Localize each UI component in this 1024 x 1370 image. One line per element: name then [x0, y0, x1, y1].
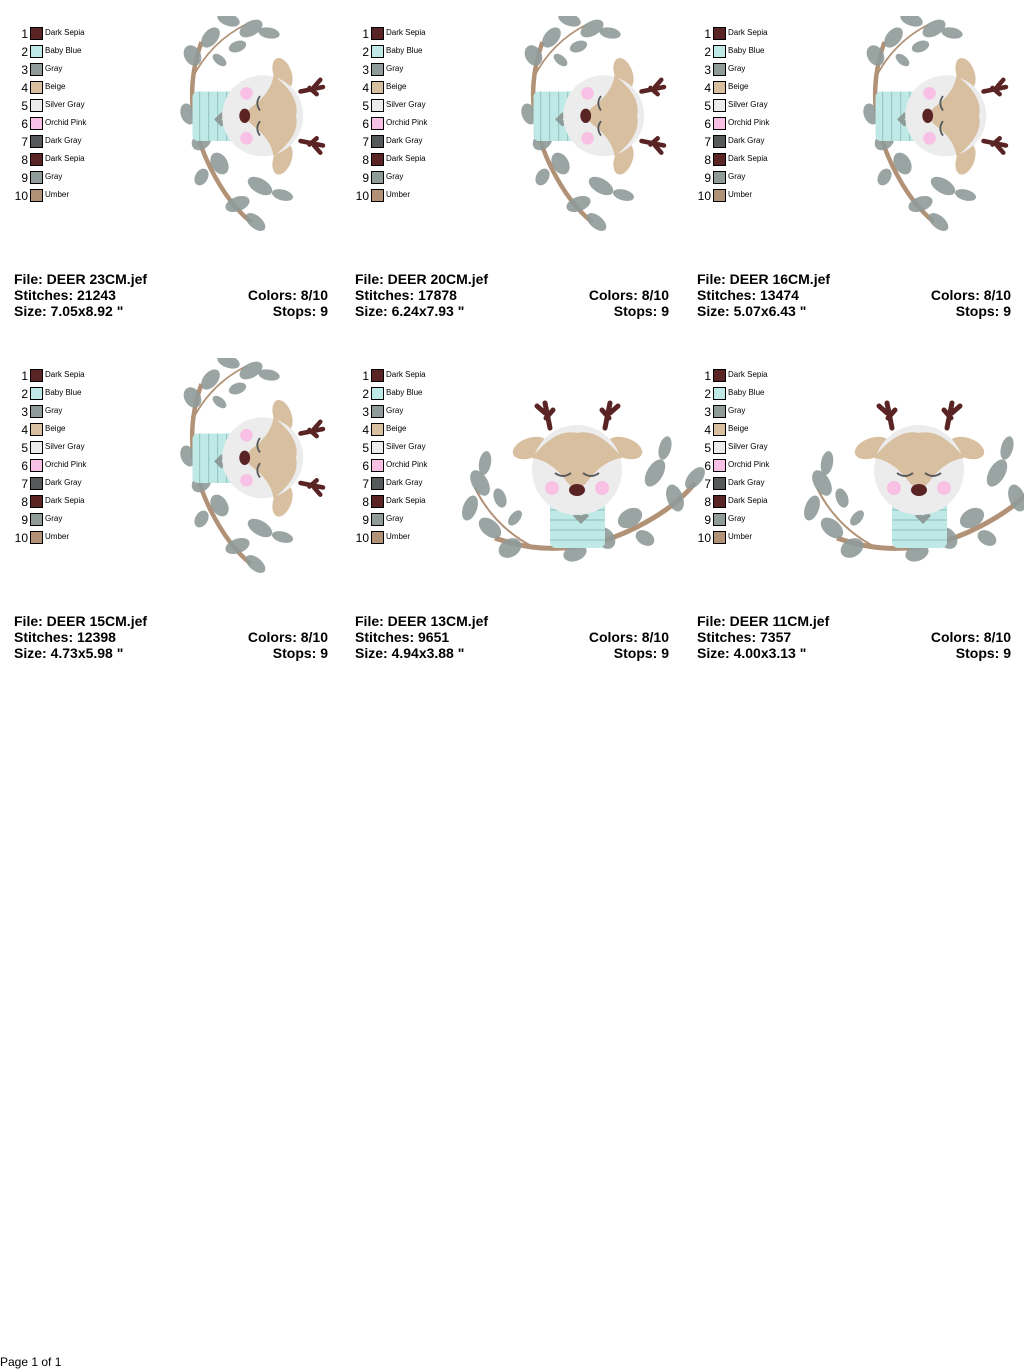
color-number: 1 [704, 27, 711, 41]
leaf [271, 529, 295, 545]
antler [944, 403, 960, 428]
nose [569, 484, 585, 496]
embroidery-preview [114, 358, 364, 583]
leaf [556, 16, 582, 29]
color-number: 8 [362, 495, 369, 509]
color-name: Baby Blue [386, 46, 423, 55]
color-number: 6 [362, 117, 369, 131]
color-number: 8 [362, 153, 369, 167]
color-number: 3 [704, 405, 711, 419]
color-number: 5 [704, 99, 711, 113]
color-name: Beige [728, 82, 749, 91]
color-number: 2 [362, 45, 369, 59]
color-number: 3 [362, 63, 369, 77]
color-number: 6 [704, 117, 711, 131]
color-swatch [371, 189, 384, 202]
color-name: Silver Gray [386, 442, 426, 451]
leaf [656, 435, 674, 461]
leaf [227, 38, 248, 54]
color-swatch [371, 45, 384, 58]
color-number: 2 [704, 45, 711, 59]
leaf [215, 16, 241, 29]
color-number: 10 [355, 531, 369, 545]
leaf [242, 210, 268, 235]
antler [984, 80, 1007, 94]
color-swatch [371, 27, 384, 40]
color-name: Dark Gray [386, 136, 423, 145]
leaf [245, 515, 276, 541]
color-name: Dark Sepia [386, 28, 426, 37]
stitch-count: Stitches: 12398 [14, 629, 116, 645]
cheek [937, 481, 951, 495]
color-number: 5 [21, 441, 28, 455]
color-name: Silver Gray [728, 442, 768, 451]
leaf [533, 166, 553, 188]
color-name: Gray [386, 406, 404, 415]
color-name: Dark Sepia [45, 28, 85, 37]
color-name: Dark Sepia [45, 496, 85, 505]
design-card [14, 368, 334, 668]
leaf [227, 380, 248, 396]
color-name: Umber [728, 532, 753, 541]
leaf [210, 393, 228, 410]
color-swatch [30, 135, 43, 148]
deer-illustration [178, 16, 323, 234]
color-swatch [371, 531, 384, 544]
color-number: 3 [362, 405, 369, 419]
color-name: Gray [45, 406, 63, 415]
embroidery-preview [455, 358, 705, 583]
design-size: Size: 7.05x8.92 " [14, 303, 124, 319]
color-swatch [713, 99, 726, 112]
antler [602, 403, 618, 428]
color-name: Dark Sepia [386, 370, 426, 379]
color-swatch [30, 495, 43, 508]
stop-count: Stops: 9 [613, 303, 669, 319]
color-number: 7 [21, 477, 28, 491]
color-swatch [713, 171, 726, 184]
leaf [551, 51, 569, 68]
color-name: Umber [386, 190, 411, 199]
file-name: File: DEER 15CM.jef [14, 613, 148, 629]
color-name: Gray [728, 406, 746, 415]
leaf [505, 508, 524, 528]
color-swatch [30, 99, 43, 112]
leaf [641, 456, 670, 490]
color-number: 1 [21, 369, 28, 383]
stitch-count: Stitches: 13474 [697, 287, 799, 303]
antler [301, 80, 324, 94]
deer-illustration [861, 16, 1006, 234]
color-swatch [713, 369, 726, 382]
color-number: 6 [704, 459, 711, 473]
color-number: 1 [362, 369, 369, 383]
color-name: Umber [386, 532, 411, 541]
leaf [954, 187, 978, 203]
color-swatch [30, 369, 43, 382]
deer-illustration [459, 403, 705, 565]
color-swatch [713, 459, 726, 472]
color-number: 10 [697, 531, 711, 545]
color-swatch [371, 459, 384, 472]
color-number: 10 [355, 189, 369, 203]
color-name: Dark Sepia [386, 154, 426, 163]
color-number: 2 [21, 45, 28, 59]
color-number: 8 [21, 495, 28, 509]
color-name: Silver Gray [45, 442, 85, 451]
color-count: Colors: 8/10 [588, 287, 669, 303]
color-number: 9 [704, 513, 711, 527]
color-swatch [371, 171, 384, 184]
cheek [545, 481, 559, 495]
color-name: Dark Gray [386, 478, 423, 487]
color-swatch [371, 387, 384, 400]
color-name: Baby Blue [386, 388, 423, 397]
color-number: 7 [21, 135, 28, 149]
color-number: 4 [362, 81, 369, 95]
color-number: 10 [14, 189, 28, 203]
leaf [271, 187, 295, 203]
leaf [928, 173, 959, 199]
color-number: 6 [21, 117, 28, 131]
cheek [240, 87, 253, 100]
antler [984, 138, 1007, 152]
leaf [568, 38, 589, 54]
leaf [801, 493, 823, 522]
color-number: 8 [704, 495, 711, 509]
color-number: 9 [704, 171, 711, 185]
color-swatch [30, 441, 43, 454]
color-swatch [371, 153, 384, 166]
stop-count: Stops: 9 [272, 303, 328, 319]
color-number: 9 [21, 171, 28, 185]
design-size: Size: 4.73x5.98 " [14, 645, 124, 661]
design-size: Size: 4.00x3.13 " [697, 645, 807, 661]
leaf [612, 187, 636, 203]
color-swatch [713, 441, 726, 454]
color-number: 5 [362, 99, 369, 113]
color-number: 1 [362, 27, 369, 41]
color-swatch [713, 153, 726, 166]
color-swatch [371, 135, 384, 148]
color-name: Beige [386, 424, 407, 433]
color-number: 2 [362, 387, 369, 401]
nose [911, 484, 927, 496]
antler [642, 138, 665, 152]
color-swatch [371, 495, 384, 508]
cheek [923, 87, 936, 100]
file-name: File: DEER 16CM.jef [697, 271, 831, 287]
leaf [192, 166, 212, 188]
color-swatch [30, 405, 43, 418]
color-number: 10 [697, 189, 711, 203]
color-swatch [713, 531, 726, 544]
file-name: File: DEER 23CM.jef [14, 271, 148, 287]
cheek [240, 429, 253, 442]
color-number: 9 [21, 513, 28, 527]
color-name: Baby Blue [45, 388, 82, 397]
color-name: Silver Gray [728, 100, 768, 109]
color-name: Beige [45, 82, 66, 91]
color-name: Gray [45, 514, 63, 523]
color-name: Dark Gray [728, 136, 765, 145]
cheek [887, 481, 901, 495]
color-name: Gray [728, 64, 746, 73]
color-swatch [713, 117, 726, 130]
leaf [893, 51, 911, 68]
design-card [355, 368, 675, 668]
color-number: 9 [362, 513, 369, 527]
color-swatch [30, 27, 43, 40]
leaf [586, 173, 617, 199]
leaf [210, 51, 228, 68]
leaf [583, 210, 609, 235]
color-number: 7 [362, 477, 369, 491]
color-swatch [30, 153, 43, 166]
color-name: Umber [45, 190, 70, 199]
color-name: Dark Sepia [45, 370, 85, 379]
color-name: Orchid Pink [45, 460, 87, 469]
deer-illustration [178, 358, 323, 576]
color-number: 7 [362, 135, 369, 149]
color-number: 4 [704, 423, 711, 437]
color-swatch [713, 387, 726, 400]
cheek [240, 474, 253, 487]
color-swatch [30, 63, 43, 76]
color-name: Umber [45, 532, 70, 541]
design-card [697, 26, 1017, 326]
leaf [491, 487, 509, 510]
antler [301, 138, 324, 152]
color-number: 5 [21, 99, 28, 113]
color-swatch [371, 369, 384, 382]
color-swatch [30, 45, 43, 58]
color-swatch [30, 423, 43, 436]
color-number: 10 [14, 531, 28, 545]
color-swatch [30, 117, 43, 130]
color-name: Gray [386, 64, 404, 73]
antler [642, 80, 665, 94]
stop-count: Stops: 9 [955, 645, 1011, 661]
deer-illustration [801, 403, 1024, 565]
leaf [975, 527, 999, 549]
color-number: 1 [21, 27, 28, 41]
embroidery-preview [114, 16, 364, 241]
antler [301, 480, 324, 494]
stitch-count: Stitches: 9651 [355, 629, 450, 645]
embroidery-preview [797, 358, 1024, 583]
color-name: Baby Blue [45, 46, 82, 55]
color-swatch [30, 513, 43, 526]
color-number: 5 [362, 441, 369, 455]
design-card [14, 26, 334, 326]
color-number: 8 [704, 153, 711, 167]
design-size: Size: 5.07x6.43 " [697, 303, 807, 319]
nose [239, 451, 250, 465]
color-number: 6 [21, 459, 28, 473]
color-swatch [30, 459, 43, 472]
color-swatch [371, 81, 384, 94]
color-name: Dark Sepia [728, 154, 768, 163]
color-name: Beige [45, 424, 66, 433]
color-number: 7 [704, 135, 711, 149]
color-swatch [30, 171, 43, 184]
embroidery-preview [797, 16, 1024, 241]
color-count: Colors: 8/10 [930, 287, 1011, 303]
color-count: Colors: 8/10 [588, 629, 669, 645]
color-name: Dark Gray [45, 136, 82, 145]
design-card [355, 26, 675, 326]
color-number: 4 [704, 81, 711, 95]
design-size: Size: 4.94x3.88 " [355, 645, 465, 661]
color-swatch [371, 405, 384, 418]
leaf [242, 552, 268, 577]
file-name: File: DEER 20CM.jef [355, 271, 489, 287]
cheek [581, 87, 594, 100]
color-swatch [713, 81, 726, 94]
leaf [245, 173, 276, 199]
design-card [697, 368, 1017, 668]
leaf [833, 487, 851, 510]
color-swatch [371, 63, 384, 76]
file-name: File: DEER 11CM.jef [697, 613, 830, 629]
nose [922, 109, 933, 123]
color-number: 8 [21, 153, 28, 167]
color-name: Gray [728, 172, 746, 181]
color-count: Colors: 8/10 [247, 287, 328, 303]
leaf [192, 508, 212, 530]
color-number: 7 [704, 477, 711, 491]
color-name: Beige [728, 424, 749, 433]
leaf [998, 435, 1016, 461]
cheek [240, 132, 253, 145]
color-swatch [713, 405, 726, 418]
leaf [875, 166, 895, 188]
cheek [923, 132, 936, 145]
color-swatch [713, 45, 726, 58]
nose [580, 109, 591, 123]
color-name: Dark Gray [728, 478, 765, 487]
color-name: Dark Sepia [728, 496, 768, 505]
leaf [459, 493, 481, 522]
color-swatch [371, 513, 384, 526]
nose [239, 109, 250, 123]
color-number: 3 [704, 63, 711, 77]
embroidery-preview [455, 16, 705, 241]
color-name: Dark Sepia [728, 28, 768, 37]
color-swatch [713, 477, 726, 490]
antler [537, 403, 553, 428]
color-swatch [371, 423, 384, 436]
cheek [595, 481, 609, 495]
color-number: 2 [21, 387, 28, 401]
color-swatch [713, 27, 726, 40]
cheek [581, 132, 594, 145]
leaf [847, 508, 866, 528]
color-number: 2 [704, 387, 711, 401]
deer-illustration [519, 16, 664, 234]
leaf [925, 210, 951, 235]
leaf [983, 456, 1012, 490]
color-name: Silver Gray [386, 100, 426, 109]
color-name: Umber [728, 190, 753, 199]
color-number: 3 [21, 63, 28, 77]
color-number: 4 [21, 423, 28, 437]
color-name: Orchid Pink [386, 118, 428, 127]
leaf [898, 16, 924, 29]
stitch-count: Stitches: 7357 [697, 629, 792, 645]
color-swatch [371, 477, 384, 490]
color-number: 5 [704, 441, 711, 455]
color-name: Gray [728, 514, 746, 523]
color-name: Dark Sepia [728, 370, 768, 379]
color-swatch [30, 189, 43, 202]
color-name: Orchid Pink [45, 118, 87, 127]
color-name: Baby Blue [728, 46, 765, 55]
leaf [215, 358, 241, 371]
color-number: 6 [362, 459, 369, 473]
stop-count: Stops: 9 [955, 303, 1011, 319]
color-number: 9 [362, 171, 369, 185]
design-size: Size: 6.24x7.93 " [355, 303, 465, 319]
color-number: 1 [704, 369, 711, 383]
color-name: Orchid Pink [728, 118, 770, 127]
color-swatch [30, 531, 43, 544]
color-swatch [30, 387, 43, 400]
color-name: Orchid Pink [728, 460, 770, 469]
color-name: Gray [386, 514, 404, 523]
antler [301, 422, 324, 436]
file-name: File: DEER 13CM.jef [355, 613, 489, 629]
color-swatch [713, 423, 726, 436]
color-name: Dark Sepia [386, 496, 426, 505]
color-name: Beige [386, 82, 407, 91]
color-name: Silver Gray [45, 100, 85, 109]
color-swatch [713, 63, 726, 76]
color-swatch [713, 495, 726, 508]
color-swatch [371, 441, 384, 454]
color-swatch [371, 117, 384, 130]
color-swatch [30, 477, 43, 490]
page-number: Page 1 of 1 [0, 1355, 62, 1369]
color-swatch [713, 135, 726, 148]
stop-count: Stops: 9 [272, 645, 328, 661]
leaf [633, 527, 657, 549]
color-number: 4 [21, 81, 28, 95]
color-swatch [713, 513, 726, 526]
color-swatch [713, 189, 726, 202]
color-count: Colors: 8/10 [930, 629, 1011, 645]
color-name: Dark Sepia [45, 154, 85, 163]
color-name: Gray [386, 172, 404, 181]
color-name: Gray [45, 64, 63, 73]
color-name: Gray [45, 172, 63, 181]
color-name: Orchid Pink [386, 460, 428, 469]
stitch-count: Stitches: 17878 [355, 287, 457, 303]
color-number: 3 [21, 405, 28, 419]
leaf [910, 38, 931, 54]
color-number: 4 [362, 423, 369, 437]
color-swatch [30, 81, 43, 94]
color-name: Baby Blue [728, 388, 765, 397]
color-name: Dark Gray [45, 478, 82, 487]
color-count: Colors: 8/10 [247, 629, 328, 645]
stitch-count: Stitches: 21243 [14, 287, 116, 303]
antler [879, 403, 895, 428]
stop-count: Stops: 9 [613, 645, 669, 661]
color-swatch [371, 99, 384, 112]
